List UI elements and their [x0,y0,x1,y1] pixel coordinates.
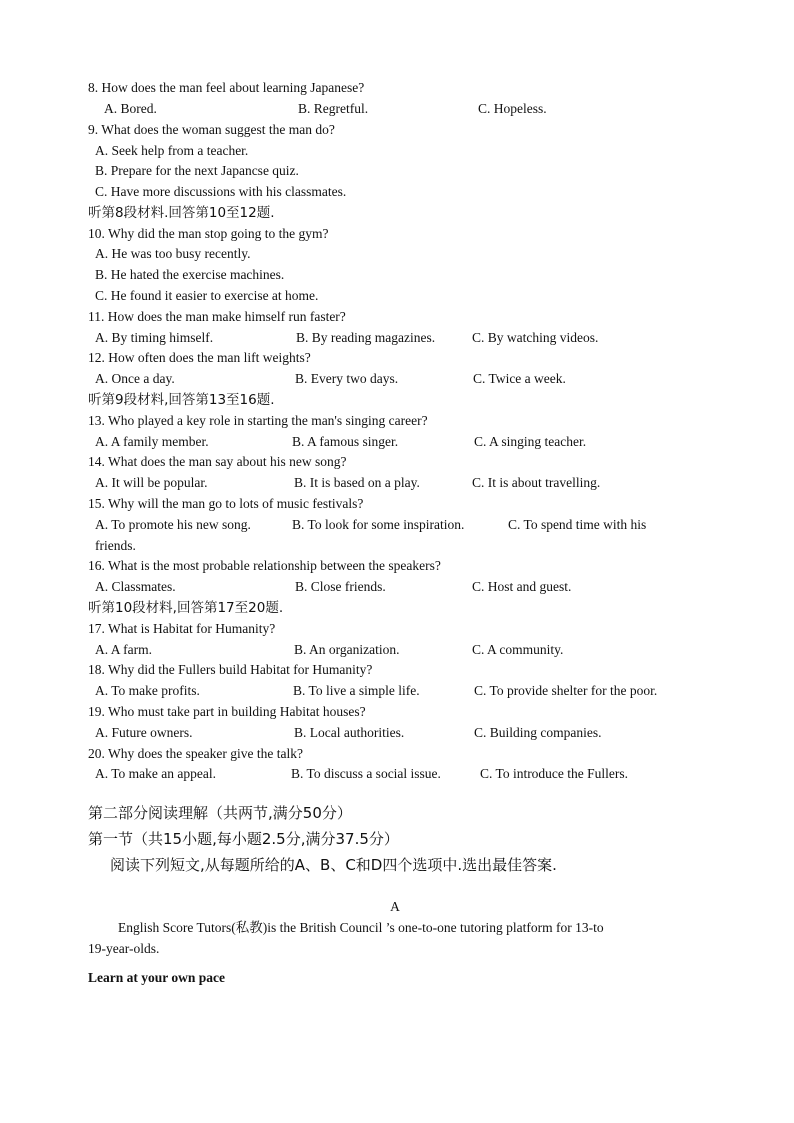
question-15-option-a: A. To promote his new song. [95,517,251,532]
question-8-stem: 8. How does the man feel about learning Japanese? [88,80,365,95]
reading-instruction: 阅读下列短文,从每题所给的A、B、C和D四个选项中.选出最佳答案. [110,856,557,874]
question-10-option-b: B. He hated the exercise machines. [95,267,285,282]
passage-paragraph-line-2: 19-year-olds. [88,941,160,956]
passage-subheading: Learn at your own pace [88,970,225,985]
question-14-option-b: B. It is based on a play. [294,475,420,490]
question-19-option-c: C. Building companies. [474,725,602,740]
question-12-option-a: A. Once a day. [95,371,175,386]
passage-paragraph-line-1: English Score Tutors(私教)is the British Council ’s one-to-one tutoring platform for 13-to [118,920,604,935]
question-20-stem: 20. Why does the speaker give the talk? [88,746,303,761]
question-14-option-c: C. It is about travelling. [472,475,601,490]
question-8-option-a: A. Bored. [104,101,157,116]
question-19-option-a: A. Future owners. [95,725,193,740]
question-15-option-c-continued: friends. [95,538,136,553]
question-15-option-b: B. To look for some inspiration. [292,517,465,532]
question-9-option-b: B. Prepare for the next Japancse quiz. [95,163,299,178]
question-12-option-b: B. Every two days. [295,371,399,386]
question-16-option-a: A. Classmates. [95,579,176,594]
question-10-option-a: A. He was too busy recently. [95,246,251,261]
question-9-option-a: A. Seek help from a teacher. [95,143,249,158]
section-8-heading: 听第8段材料.回答第10至12题. [88,205,275,221]
question-18-option-a: A. To make profits. [95,683,200,698]
section-9-heading: 听第9段材料,回答第13至16题. [88,392,275,408]
question-13-option-a: A. A family member. [95,434,209,449]
question-19-option-b: B. Local authorities. [294,725,405,740]
question-20-option-c: C. To introduce the Fullers. [480,766,629,781]
question-17-stem: 17. What is Habitat for Humanity? [88,621,276,636]
question-12-option-c: C. Twice a week. [473,371,566,386]
question-17-option-a: A. A farm. [95,642,152,657]
question-16-option-c: C. Host and guest. [472,579,572,594]
question-11-option-a: A. By timing himself. [95,330,214,345]
question-10-option-c: C. He found it easier to exercise at home. [95,288,319,303]
question-18-stem: 18. Why did the Fullers build Habitat for Humanity? [88,662,373,677]
question-15-option-c: C. To spend time with his [508,517,647,532]
question-9-option-c: C. Have more discussions with his classmates. [95,184,347,199]
question-17-option-c: C. A community. [472,642,564,657]
passage-label: A [390,899,400,914]
question-11-stem: 11. How does the man make himself run faster? [88,309,346,324]
question-14-stem: 14. What does the man say about his new song? [88,454,347,469]
question-12-stem: 12. How often does the man lift weights? [88,350,311,365]
question-15-stem: 15. Why will the man go to lots of music festivals? [88,496,364,511]
question-20-option-b: B. To discuss a social issue. [291,766,441,781]
question-19-stem: 19. Who must take part in building Habitat houses? [88,704,366,719]
part-2-section-1-title: 第一节（共15小题,每小题2.5分,满分37.5分） [88,830,399,848]
question-14-option-a: A. It will be popular. [95,475,208,490]
question-10-stem: 10. Why did the man stop going to the gym? [88,226,329,241]
question-13-option-c: C. A singing teacher. [474,434,587,449]
question-13-stem: 13. Who played a key role in starting the man's singing career? [88,413,428,428]
question-20-option-a: A. To make an appeal. [95,766,217,781]
question-18-option-c: C. To provide shelter for the poor. [474,683,658,698]
question-13-option-b: B. A famous singer. [292,434,399,449]
section-10-heading: 听第10段材料,回答第17至20题. [88,600,284,616]
question-8-option-b: B. Regretful. [298,101,369,116]
question-8-option-c: C. Hopeless. [478,101,547,116]
question-16-option-b: B. Close friends. [295,579,386,594]
question-11-option-b: B. By reading magazines. [296,330,436,345]
part-2-title: 第二部分阅读理解（共两节,满分50分） [88,804,352,822]
question-11-option-c: C. By watching videos. [472,330,599,345]
question-17-option-b: B. An organization. [294,642,400,657]
question-9-stem: 9. What does the woman suggest the man do? [88,122,335,137]
question-18-option-b: B. To live a simple life. [293,683,420,698]
question-16-stem: 16. What is the most probable relationship between the speakers? [88,558,441,573]
